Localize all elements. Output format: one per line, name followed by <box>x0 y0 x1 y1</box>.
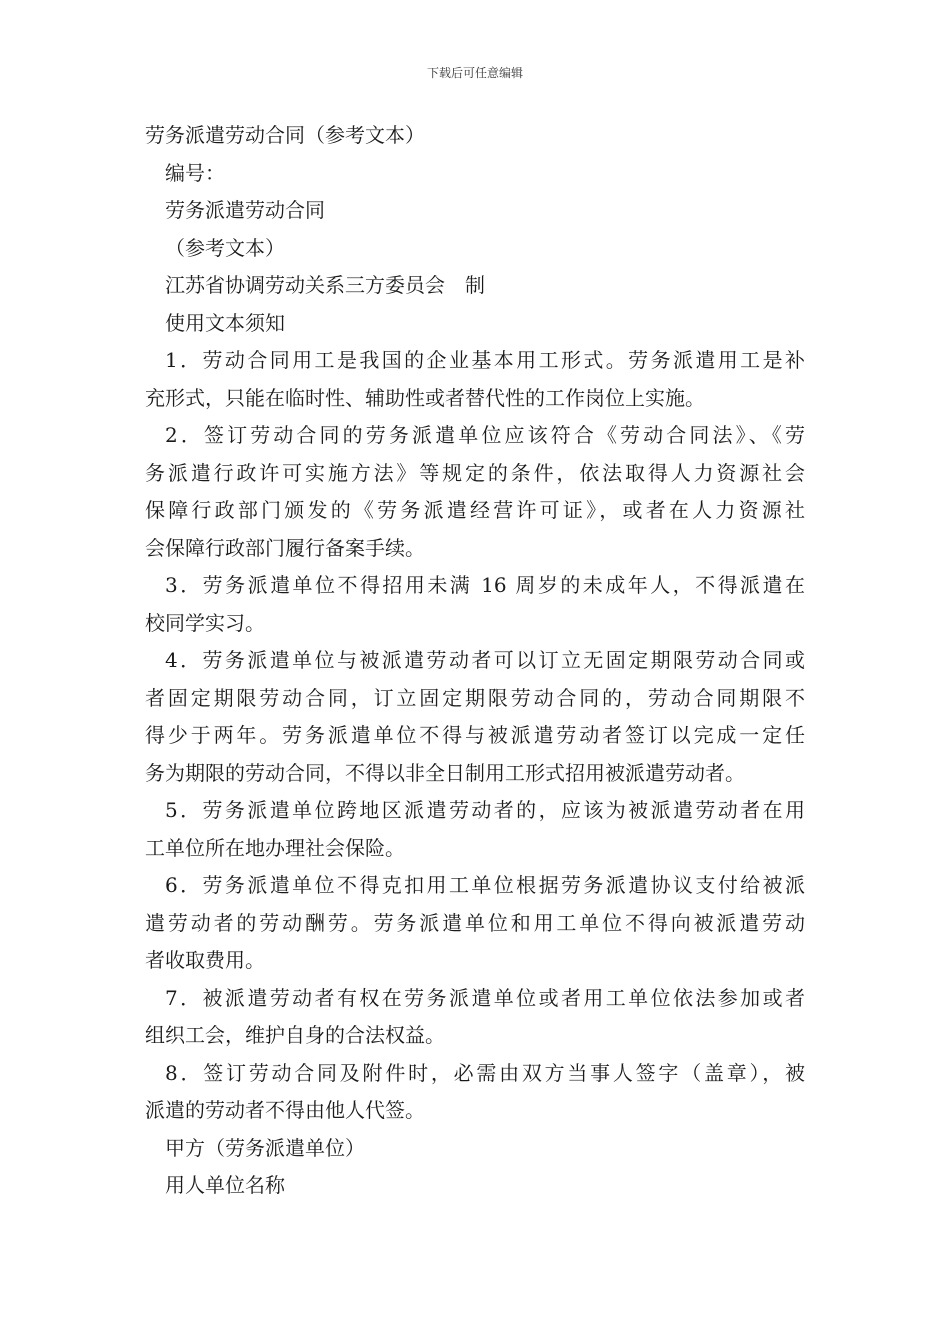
notice-item-line: 3．劳务派遣单位不得招用未满 16 周岁的未成年人，不得派遣在 <box>165 573 805 597</box>
notice-item-line: 4．劳务派遣单位与被派遣劳动者可以订立无固定期限劳动合同或 <box>165 648 805 672</box>
notice-item-line: 6．劳务派遣单位不得克扣用工单位根据劳务派遣协议支付给被派 <box>165 873 805 897</box>
party-a-label: 甲方（劳务派遣单位） <box>165 1135 365 1160</box>
notice-item-line: 校同学实习。 <box>145 610 265 635</box>
notice-item-line: 务为期限的劳动合同，不得以非全日制用工形式招用被派遣劳动者。 <box>145 760 745 785</box>
notice-item-line: 5．劳务派遣单位跨地区派遣劳动者的，应该为被派遣劳动者在用 <box>165 798 805 822</box>
notice-item-line: 者固定期限劳动合同，订立固定期限劳动合同的，劳动合同期限不 <box>145 685 805 710</box>
notice-item <box>145 980 805 1055</box>
notice-item-line: 组织工会，维护自身的合法权益。 <box>145 1023 445 1047</box>
document-title: 劳务派遣劳动合同（参考文本） <box>145 123 425 147</box>
notice-item-line: 7．被派遣劳动者有权在劳务派遣单位或者用工单位依法参加或者 <box>165 985 805 1010</box>
notice-item-line: 保障行政部门颁发的《劳务派遣经营许可证》，或者在人力资源社 <box>145 498 805 522</box>
notice-item <box>145 792 805 867</box>
cover-title: 劳务派遣劳动合同 <box>165 198 325 222</box>
notice-item <box>145 342 805 417</box>
notice-item-line: 8．签订劳动合同及附件时，必需由双方当事人签字（盖章），被 <box>165 1060 805 1085</box>
notice-item <box>145 642 805 792</box>
document-body <box>145 117 805 1205</box>
issuer: 江苏省协调劳动关系三方委员会 制 <box>165 273 485 297</box>
header-note: 下载后可任意编辑 <box>426 66 523 80</box>
notice-item-line: 充形式，只能在临时性、辅助性或者替代性的工作岗位上实施。 <box>145 385 705 410</box>
notice-item-line: 务派遣行政许可实施方法》等规定的条件，依法取得人力资源社会 <box>145 460 805 485</box>
notice-item-line: 者收取费用。 <box>145 948 265 972</box>
notice-item-line: 工单位所在地办理社会保险。 <box>145 835 405 860</box>
employer-name-label: 用人单位名称 <box>165 1173 285 1197</box>
notice-item <box>145 417 805 567</box>
notice-item <box>145 567 805 642</box>
notice-items <box>145 342 805 1130</box>
notice-heading: 使用文本须知 <box>165 310 285 335</box>
notice-item-line: 2．签订劳动合同的劳务派遣单位应该符合《劳动合同法》、《劳 <box>165 423 805 447</box>
notice-item <box>145 867 805 980</box>
notice-item-line: 遣劳动者的劳动酬劳。劳务派遣单位和用工单位不得向被派遣劳动 <box>145 910 805 935</box>
notice-item-line: 1．劳动合同用工是我国的企业基本用工形式。劳务派遣用工是补 <box>165 348 805 372</box>
notice-item-line: 会保障行政部门履行备案手续。 <box>145 535 425 560</box>
notice-item-line: 派遣的劳动者不得由他人代签。 <box>145 1098 425 1122</box>
notice-item-line: 得少于两年。劳务派遣单位不得与被派遣劳动者签订以完成一定任 <box>145 723 805 747</box>
number-label: 编号： <box>165 160 225 185</box>
notice-item <box>145 1055 805 1130</box>
cover-subtitle: （参考文本） <box>165 235 285 260</box>
